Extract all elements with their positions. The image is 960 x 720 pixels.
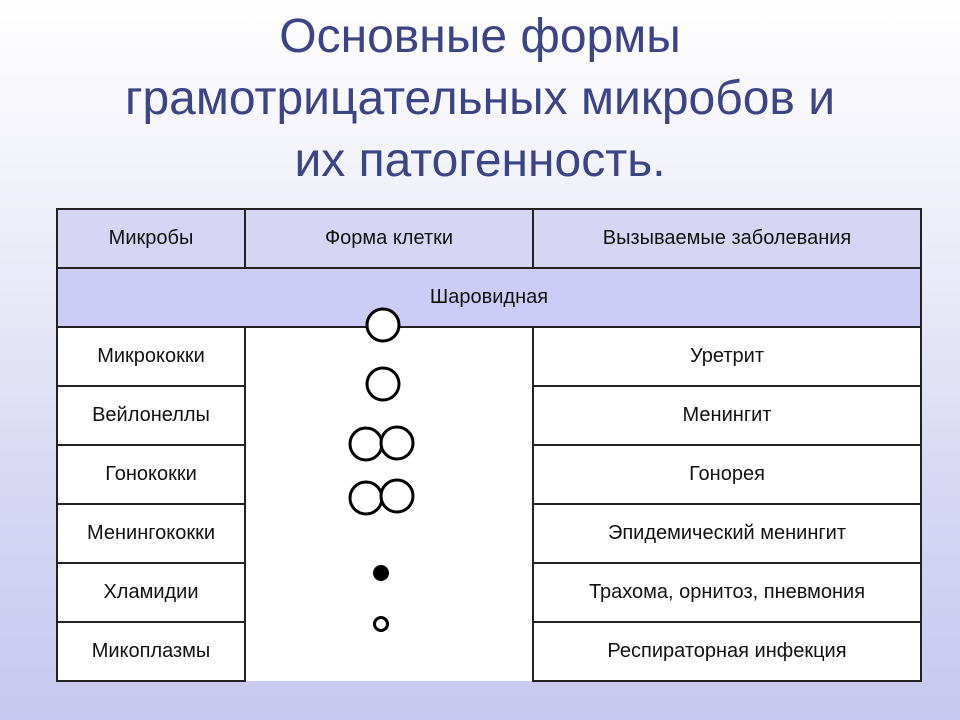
table-row	[57, 386, 921, 445]
table-row	[57, 563, 921, 622]
microbe-table	[56, 208, 922, 682]
table-row	[57, 327, 921, 386]
shape-cell	[245, 327, 533, 386]
title-line-2: грамотрицательных микробов и	[124, 72, 836, 125]
disease-name: Менингит	[533, 386, 921, 445]
slide-title	[0, 0, 960, 200]
title-line-3: их патогенность.	[294, 134, 666, 187]
header-diseases: Вызываемые заболевания	[533, 209, 921, 268]
disease-name: Эпидемический менингит	[533, 504, 921, 563]
table-row	[57, 504, 921, 563]
table-row	[57, 445, 921, 504]
group-label: Шаровидная	[57, 268, 921, 327]
shape-cell	[245, 622, 533, 681]
shape-cell	[245, 563, 533, 622]
microbe-table-container	[56, 208, 920, 686]
header-microbes: Микробы	[57, 209, 245, 268]
table-group-row	[57, 268, 921, 327]
table-header-row	[57, 209, 921, 268]
disease-name: Трахома, орнитоз, пневмония	[533, 563, 921, 622]
title-line-1: Основные формы	[279, 10, 681, 63]
microbe-name: Гонококки	[57, 445, 245, 504]
shape-cell	[245, 445, 533, 504]
disease-name: Гонорея	[533, 445, 921, 504]
table-row	[57, 622, 921, 681]
shape-cell	[245, 386, 533, 445]
disease-name: Уретрит	[533, 327, 921, 386]
header-cell-shape: Форма клетки	[245, 209, 533, 268]
disease-name: Респираторная инфекция	[533, 622, 921, 681]
microbe-name: Микрококки	[57, 327, 245, 386]
microbe-name: Микоплазмы	[57, 622, 245, 681]
microbe-name: Хламидии	[57, 563, 245, 622]
microbe-name: Менингококки	[57, 504, 245, 563]
shape-cell	[245, 504, 533, 563]
microbe-name: Вейлонеллы	[57, 386, 245, 445]
